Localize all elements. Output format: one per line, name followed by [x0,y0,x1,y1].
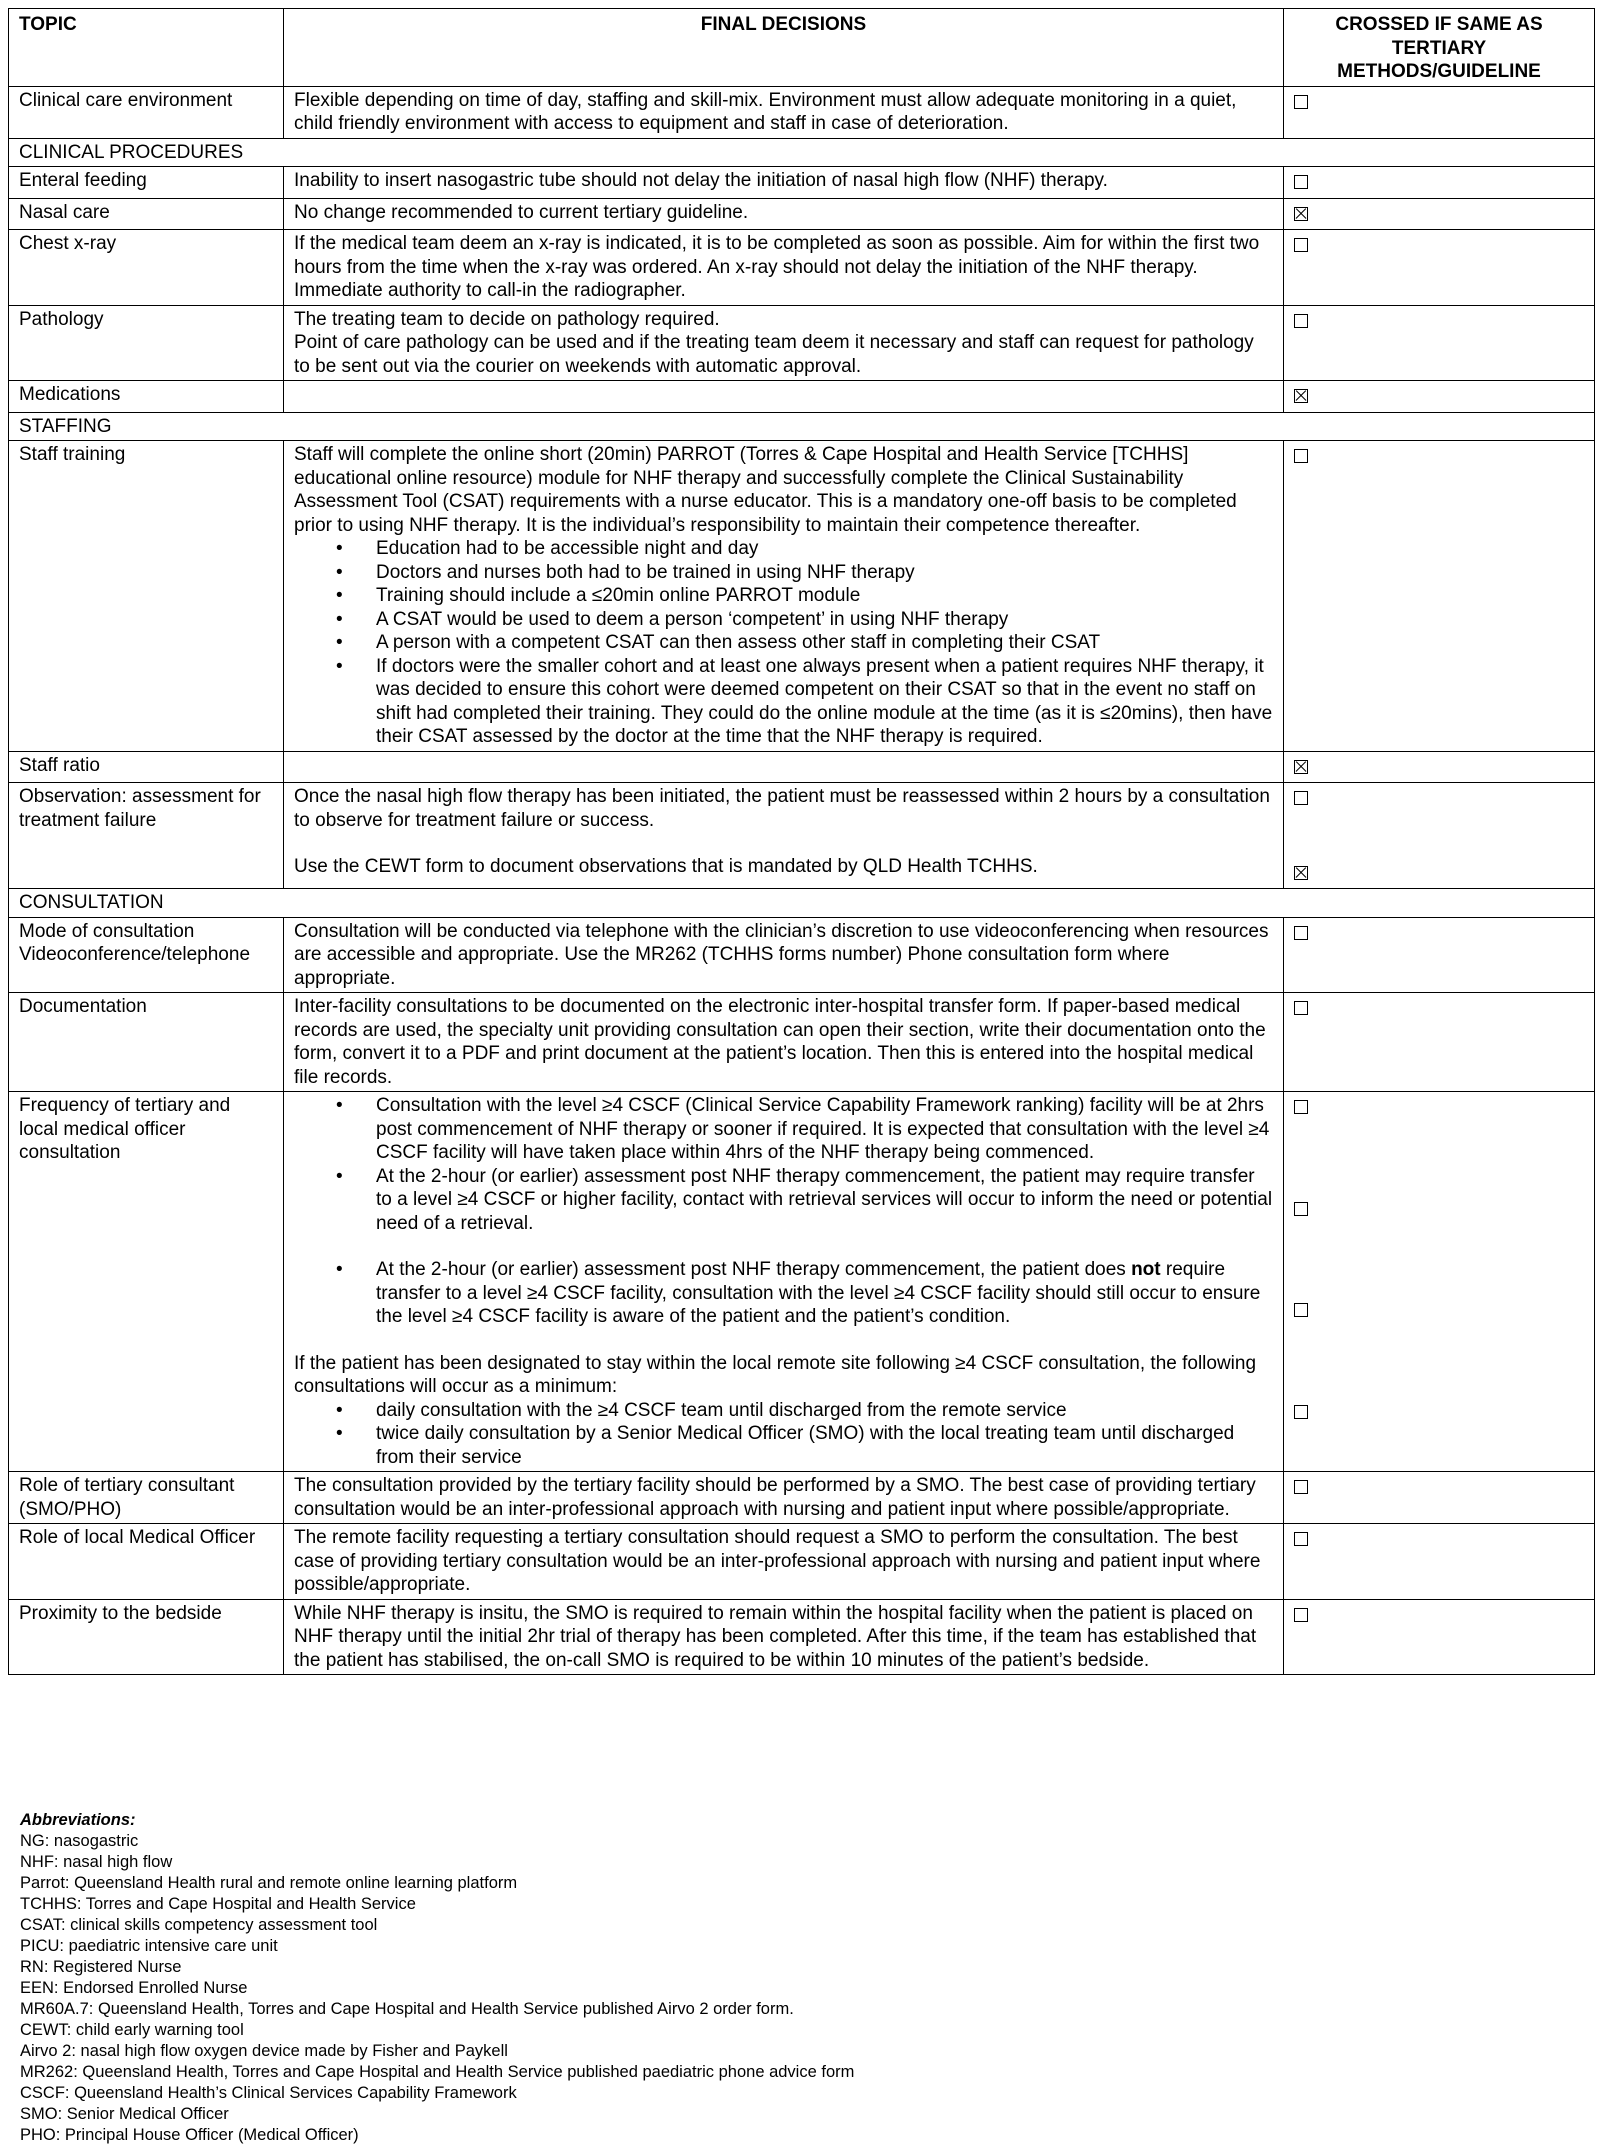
checkbox-cell [1284,1472,1595,1524]
topic-cell: Pathology [9,305,284,381]
abbreviation-item: PHO: Principal House Officer (Medical Officer) [20,2126,359,2144]
decision-text: Once the nasal high flow therapy has been initiated, the patient must be reassessed within 2 hours by a consultation to observe for treatment failure or success. [294,786,1270,831]
list-item: • A person with a competent CSAT can then assess other staff in completing their CSAT [294,631,1273,655]
checkbox-cell [1284,167,1595,199]
row-observation [9,783,1595,889]
list-item: • At the 2-hour (or earlier) assessment post NHF therapy commencement, the patient may require transfer to a level ≥4 CSCF or higher facility, contact with retrieval services will occur to inform the need or potential need of a retrieval. [294,1165,1273,1236]
list-item: • daily consultation with the ≥4 CSCF team until discharged from the remote service [294,1399,1273,1423]
abbreviation-item: MR262: Queensland Health, Torres and Cape Hospital and Health Service published paediatric phone advice form [20,2063,855,2081]
section-heading: STAFFING [9,412,1595,441]
abbreviation-item: Airvo 2: nasal high flow oxygen device made by Fisher and Paykell [20,2042,508,2060]
header-crossed-line3: METHODS/GUIDELINE [1337,61,1541,82]
checkbox[interactable] [1294,1001,1308,1015]
decision-cell: Inter-facility consultations to be documented on the electronic inter-hospital transfer form. If paper-based medical records are used, the specialty unit providing consultation can open their section, write their documentation onto the form, convert it to a PDF and print document at the patient’s location. Then this is entered into the hospital medical file records. [284,993,1284,1092]
checkbox[interactable] [1294,238,1308,252]
checkbox[interactable] [1294,866,1308,880]
decision-cell [284,1092,1284,1472]
row-pathology [9,305,1595,381]
decision-cell [284,381,1284,413]
topic-cell: Clinical care environment [9,86,284,138]
row-frequency-of-consultation [9,1092,1595,1472]
decision-text: If the patient has been designated to stay within the local remote site following ≥4 CSCF consultation, the following consultations will occur as a minimum: [294,1352,1257,1397]
header-topic: TOPIC [9,9,284,87]
abbreviation-item: TCHHS: Torres and Cape Hospital and Health Service [20,1895,416,1913]
checkbox-cell [1284,381,1595,413]
checkbox[interactable] [1294,1303,1308,1317]
table-header-row [9,9,1595,87]
decision-cell: No change recommended to current tertiary guideline. [284,198,1284,230]
row-nasal-care [9,198,1595,230]
topic-cell: Proximity to the bedside [9,1599,284,1675]
decision-cell [284,441,1284,752]
topic-cell: Nasal care [9,198,284,230]
topic-cell: Chest x-ray [9,230,284,306]
abbreviation-item: SMO: Senior Medical Officer [20,2105,229,2123]
checkbox-cell [1284,1599,1595,1675]
checkbox[interactable] [1294,449,1308,463]
checkbox[interactable] [1294,1608,1308,1622]
bullet-list [294,1094,1273,1235]
decision-cell [284,305,1284,381]
checkbox-cell [1284,305,1595,381]
checkbox[interactable] [1294,926,1308,940]
checkbox-cell [1284,1524,1595,1600]
abbreviations-title: Abbreviations: [20,1811,136,1829]
decision-cell: The remote facility requesting a tertiary consultation should request a SMO to perform the consultation. The best case of providing tertiary consultation would be an inter-professional approach with nursing and patient input where possible/appropriate. [284,1524,1284,1600]
topic-cell: Medications [9,381,284,413]
decision-text: Staff will complete the online short (20min) PARROT (Torres & Cape Hospital and Health Service [TCHHS] educational online resource) module for NHF therapy and successfully complete the Clinical Sustainability Assessment Tool (CSAT) requirements with a nurse educator. This is a mandatory one-off basis to be completed prior to using NHF therapy. It is the individual’s responsibility to maintain their competence thereafter. [294,444,1237,536]
header-crossed-line1: CROSSED IF SAME AS [1335,14,1543,35]
list-item: • twice daily consultation by a Senior Medical Officer (SMO) with the local treating team until discharged from their service [294,1422,1273,1469]
decision-cell: Inability to insert nasogastric tube should not delay the initiation of nasal high flow (NHF) therapy. [284,167,1284,199]
topic-cell: Frequency of tertiary and local medical officer consultation [9,1092,284,1472]
checkbox[interactable] [1294,95,1308,109]
checkbox-cell [1284,86,1595,138]
abbreviations-block [20,1810,854,2146]
decision-cell [284,751,1284,783]
section-row-clinical-procedures [9,138,1595,167]
checkbox[interactable] [1294,760,1308,774]
section-row-staffing [9,412,1595,441]
checkbox[interactable] [1294,1100,1308,1114]
decision-text: Use the CEWT form to document observations that is mandated by QLD Health TCHHS. [294,856,1038,877]
checkbox[interactable] [1294,1202,1308,1216]
abbreviation-item: CSAT: clinical skills competency assessment tool [20,1916,378,1934]
decision-cell: Flexible depending on time of day, staffing and skill-mix. Environment must allow adequate monitoring in a quiet, child friendly environment with access to equipment and staff in case of deterioration. [284,86,1284,138]
list-item-text: require transfer to a level ≥4 CSCF facility, consultation with the level ≥4 CSCF facility should still occur to ensure the level ≥4 CSCF facility is aware of the patient and the patient’s condition. [376,1259,1261,1327]
section-row-consultation [9,889,1595,918]
checkbox-cell [1284,783,1595,889]
list-item [294,1258,1273,1329]
section-heading: CONSULTATION [9,889,1595,918]
decision-cell: If the medical team deem an x-ray is indicated, it is to be completed as soon as possible. Aim for within the first two hours from the time when the x-ray was ordered. An x-ray should not delay the initiation of the NHF therapy. Immediate authority to call-in the radiographer. [284,230,1284,306]
section-heading: CLINICAL PROCEDURES [9,138,1595,167]
row-staff-training [9,441,1595,752]
row-enteral-feeding [9,167,1595,199]
bullet-list [294,537,1273,749]
abbreviation-item: EEN: Endorsed Enrolled Nurse [20,1979,248,1997]
checkbox[interactable] [1294,175,1308,189]
row-chest-xray [9,230,1595,306]
checkbox-cell [1284,751,1595,783]
decision-text: Point of care pathology can be used and if the treating team deem it necessary and staff can request for pathology to be sent out via the courier on weekends with automatic approval. [294,332,1254,377]
row-role-of-tertiary-consultant [9,1472,1595,1524]
checkbox-cell [1284,1092,1595,1472]
abbreviation-item: PICU: paediatric intensive care unit [20,1937,278,1955]
decisions-table [8,8,1595,1675]
bullet-list [294,1399,1273,1470]
checkbox-cell [1284,993,1595,1092]
topic-cell: Documentation [9,993,284,1092]
decision-cell: The consultation provided by the tertiary facility should be performed by a SMO. The best case of providing tertiary consultation would be an inter-professional approach with nursing and patient input where possible/appropriate. [284,1472,1284,1524]
decision-cell: Consultation will be conducted via telephone with the clinician’s discretion to use videoconferencing when resources are accessible and appropriate. Use the MR262 (TCHHS forms number) Phone consultation form where appropriate. [284,917,1284,993]
bullet-list [294,1258,1273,1329]
checkbox[interactable] [1294,1405,1308,1419]
header-crossed-line2: TERTIARY [1391,37,1487,59]
list-item: • Doctors and nurses both had to be trained in using NHF therapy [294,561,1273,585]
header-final-decisions: FINAL DECISIONS [284,9,1284,87]
checkbox[interactable] [1294,1532,1308,1546]
abbreviation-item: CSCF: Queensland Health’s Clinical Services Capability Framework [20,2084,517,2102]
abbreviation-item: CEWT: child early warning tool [20,2021,244,2039]
list-item: • A CSAT would be used to deem a person ‘competent’ in using NHF therapy [294,608,1273,632]
abbreviation-item: NHF: nasal high flow [20,1853,173,1871]
row-role-of-local-medical-officer [9,1524,1595,1600]
checkbox[interactable] [1294,791,1308,805]
abbreviation-item: NG: nasogastric [20,1832,139,1850]
list-item-emphasis: not [1131,1259,1161,1280]
list-item: • Education had to be accessible night and day [294,537,1273,561]
abbreviation-item: RN: Registered Nurse [20,1958,182,1976]
checkbox-cell [1284,230,1595,306]
checkbox-cell [1284,917,1595,993]
list-item: • Consultation with the level ≥4 CSCF (Clinical Service Capability Framework ranking) facility will be at 2hrs post commencement of NHF therapy or sooner if required. It is expected that consultation with the level ≥4 CSCF facility will have taken place within 4hrs of the NHF therapy being commenced. [294,1094,1273,1165]
checkbox-cell [1284,441,1595,752]
topic-cell: Mode of consultation Videoconference/telephone [9,917,284,993]
topic-cell: Staff ratio [9,751,284,783]
list-item-text: At the 2-hour (or earlier) assessment post NHF therapy commencement, the patient does [376,1259,1132,1280]
abbreviation-item: Parrot: Queensland Health rural and remote online learning platform [20,1874,518,1892]
abbreviation-item: MR60A.7: Queensland Health, Torres and Cape Hospital and Health Service published Airvo 2 order form. [20,2000,794,2018]
row-mode-of-consultation [9,917,1595,993]
decision-cell: While NHF therapy is insitu, the SMO is required to remain within the hospital facility when the patient is placed on NHF therapy until the initial 2hr trial of therapy has been completed. After this time, if the team has established that the patient has stabilised, the on-call SMO is required to be within 10 minutes of the patient’s bedside. [284,1599,1284,1675]
list-item: • If doctors were the smaller cohort and at least one always present when a patient requires NHF therapy, it was decided to ensure this cohort were deemed competent on their CSAT so that in the event no staff on shift had completed their training. They could do the online module at the time (as it is ≤20mins), then have their CSAT assessed by the doctor at the time that the NHF therapy is required. [294,655,1273,749]
topic-cell: Staff training [9,441,284,752]
header-crossed [1284,9,1595,87]
decision-cell [284,783,1284,889]
row-clinical-care-environment [9,86,1595,138]
checkbox-cell [1284,198,1595,230]
checkbox[interactable] [1294,314,1308,328]
row-medications [9,381,1595,413]
checkbox[interactable] [1294,389,1308,403]
list-item: • Training should include a ≤20min online PARROT module [294,584,1273,608]
decision-text: The treating team to decide on pathology required. [294,308,720,330]
checkbox[interactable] [1294,207,1308,221]
row-proximity-to-bedside [9,1599,1595,1675]
checkbox[interactable] [1294,1480,1308,1494]
topic-cell: Role of local Medical Officer [9,1524,284,1600]
row-staff-ratio [9,751,1595,783]
topic-cell: Role of tertiary consultant (SMO/PHO) [9,1472,284,1524]
row-documentation [9,993,1595,1092]
topic-cell: Enteral feeding [9,167,284,199]
topic-cell: Observation: assessment for treatment failure [9,783,284,889]
